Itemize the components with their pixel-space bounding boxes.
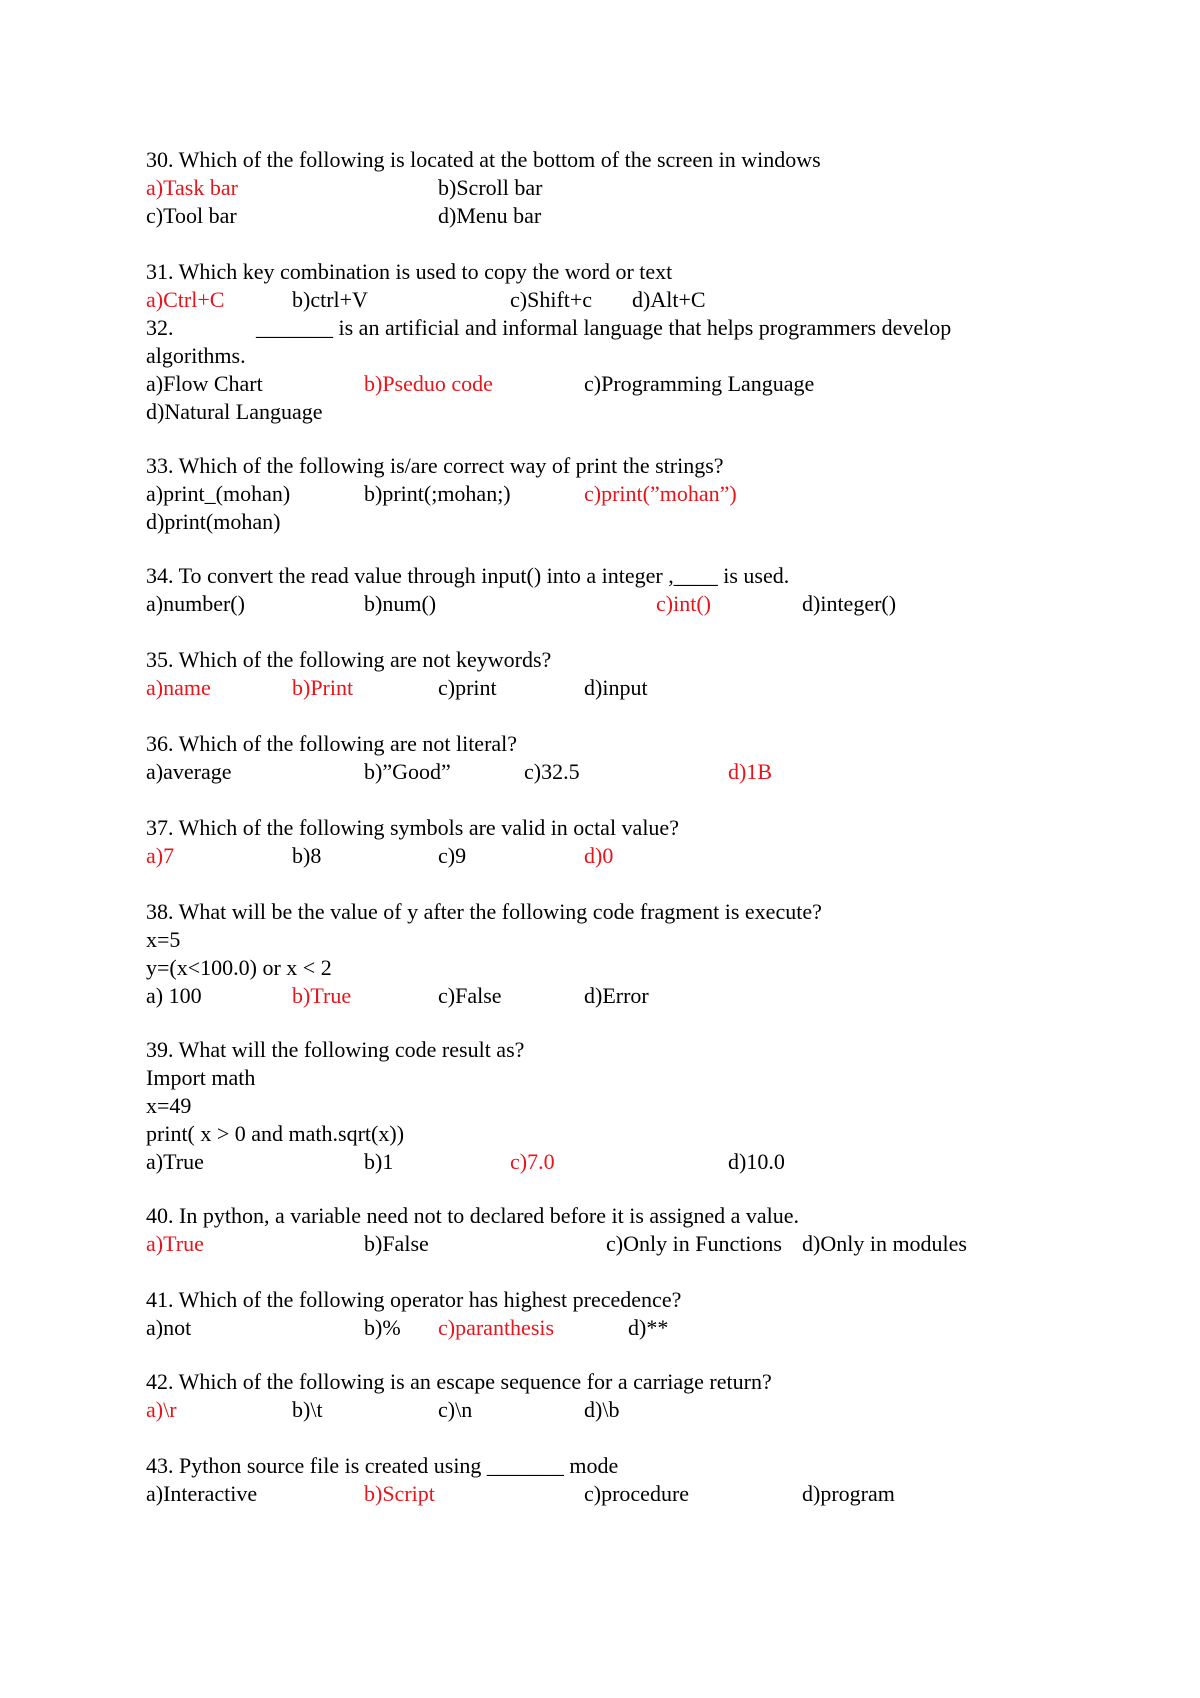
option-text: a)Flow Chart [146, 371, 263, 396]
answer-line [0, 370, 1200, 398]
option-text: a)print_(mohan) [146, 481, 291, 506]
answer-line [0, 286, 1200, 314]
option-text: y=(x<100.0) or x < 2 [146, 955, 332, 980]
correct-option: b)True [292, 983, 352, 1008]
option-text: a)number() [146, 591, 245, 616]
correct-option: d)1B [728, 759, 772, 784]
correct-option: b)Print [292, 675, 354, 700]
question-text: 41. Which of the following operator has highest precedence? [146, 1287, 682, 1312]
question-text: 36. Which of the following are not literal? [146, 731, 518, 756]
correct-option: a)True [146, 1231, 204, 1256]
answer-line [0, 1148, 1200, 1176]
correct-option: c)int() [656, 591, 711, 616]
option-text: a)average [146, 759, 232, 784]
question-line [0, 146, 1200, 174]
question-text: 31. Which key combination is used to copy the word or text [146, 259, 673, 284]
option-text: d)10.0 [728, 1149, 785, 1174]
answer-line [0, 174, 1200, 202]
option-text: c)32.5 [524, 759, 580, 784]
question-text: 37. Which of the following symbols are valid in octal value? [146, 815, 679, 840]
option-text: c)\n [438, 1397, 473, 1422]
correct-option: a)Task bar [146, 175, 238, 200]
option-text: b)\t [292, 1397, 323, 1422]
option-text: c)print [438, 675, 497, 700]
question-line [0, 562, 1200, 590]
option-text: b)8 [292, 843, 322, 868]
option-text: b)ctrl+V [292, 287, 368, 312]
option-text: b)% [364, 1315, 401, 1340]
answer-line [0, 1314, 1200, 1342]
correct-option: a)7 [146, 843, 175, 868]
option-text: c)Tool bar [146, 203, 237, 228]
option-text: d)print(mohan) [146, 509, 281, 534]
question-line [0, 1036, 1200, 1064]
option-text: 32. [146, 315, 174, 340]
question-line [0, 814, 1200, 842]
option-text: b)1 [364, 1149, 394, 1174]
answer-line [0, 842, 1200, 870]
question-text: 33. Which of the following is/are correct way of print the strings? [146, 453, 724, 478]
question-text: 35. Which of the following are not keywords? [146, 647, 552, 672]
option-text: b)”Good” [364, 759, 451, 784]
option-text: a)Interactive [146, 1481, 258, 1506]
question-line [0, 452, 1200, 480]
question-line [0, 730, 1200, 758]
answer-line [0, 982, 1200, 1010]
correct-option: c)print(”mohan”) [584, 481, 737, 506]
question-text: 34. To convert the read value through input() into a integer ,____ is used. [146, 563, 790, 588]
correct-option: c)7.0 [510, 1149, 555, 1174]
option-text: c)Only in Functions [606, 1231, 782, 1256]
correct-option: b)Script [364, 1481, 435, 1506]
option-text: d)Error [584, 983, 649, 1008]
question-line [0, 1452, 1200, 1480]
answer-line [0, 202, 1200, 230]
option-text: c)False [438, 983, 502, 1008]
correct-option: a)\r [146, 1397, 177, 1422]
option-text: c)procedure [584, 1481, 690, 1506]
answer-line [0, 1480, 1200, 1508]
answer-line [0, 954, 1200, 982]
option-text: c)9 [438, 843, 467, 868]
answer-line [0, 1396, 1200, 1424]
option-text: _______ is an artificial and informal language that helps programmers develop [256, 315, 952, 340]
answer-line [0, 342, 1200, 370]
option-text: c)Shift+c [510, 287, 593, 312]
question-line [0, 646, 1200, 674]
answer-line [0, 1092, 1200, 1120]
answer-line [0, 590, 1200, 618]
answer-line [0, 398, 1200, 426]
correct-option: c)paranthesis [438, 1315, 555, 1340]
option-text: d)integer() [802, 591, 897, 616]
option-text: x=5 [146, 927, 181, 952]
option-text: b)num() [364, 591, 437, 616]
option-text: d)Only in modules [802, 1231, 967, 1256]
option-text: d)Alt+C [632, 287, 706, 312]
option-text: d)** [628, 1315, 669, 1340]
option-text: print( x > 0 and math.sqrt(x)) [146, 1121, 405, 1146]
question-line [0, 1368, 1200, 1396]
correct-option: a)name [146, 675, 211, 700]
question-text: 30. Which of the following is located at the bottom of the screen in windows [146, 147, 821, 172]
question-text: 42. Which of the following is an escape sequence for a carriage return? [146, 1369, 772, 1394]
answer-line [0, 1120, 1200, 1148]
answer-line [0, 480, 1200, 508]
option-text: b)False [364, 1231, 429, 1256]
answer-line [0, 508, 1200, 536]
option-text: c)Programming Language [584, 371, 815, 396]
question-line [0, 1286, 1200, 1314]
question-line [0, 1202, 1200, 1230]
question-text: 40. In python, a variable need not to declared before it is assigned a value. [146, 1203, 800, 1228]
correct-option: a)Ctrl+C [146, 287, 225, 312]
option-text: algorithms. [146, 343, 246, 368]
question-line [0, 258, 1200, 286]
answer-line [0, 926, 1200, 954]
option-text: d)Natural Language [146, 399, 323, 424]
answer-line [0, 314, 1200, 342]
option-text: a) 100 [146, 983, 202, 1008]
option-text: a)not [146, 1315, 192, 1340]
option-text: b)print(;mohan;) [364, 481, 511, 506]
option-text: d)\b [584, 1397, 620, 1422]
correct-option: d)0 [584, 843, 614, 868]
answer-line [0, 758, 1200, 786]
option-text: Import math [146, 1065, 256, 1090]
option-text: d)input [584, 675, 648, 700]
question-text: 39. What will the following code result as? [146, 1037, 525, 1062]
question-text: 38. What will be the value of y after the following code fragment is execute? [146, 899, 822, 924]
option-text: d)program [802, 1481, 895, 1506]
option-text: d)Menu bar [438, 203, 542, 228]
answer-line [0, 674, 1200, 702]
correct-option: b)Pseduo code [364, 371, 493, 396]
option-text: a)True [146, 1149, 204, 1174]
option-text: x=49 [146, 1093, 192, 1118]
option-text: b)Scroll bar [438, 175, 543, 200]
question-text: 43. Python source file is created using _______ mode [146, 1453, 619, 1478]
question-line [0, 898, 1200, 926]
answer-line [0, 1230, 1200, 1258]
answer-line [0, 1064, 1200, 1092]
